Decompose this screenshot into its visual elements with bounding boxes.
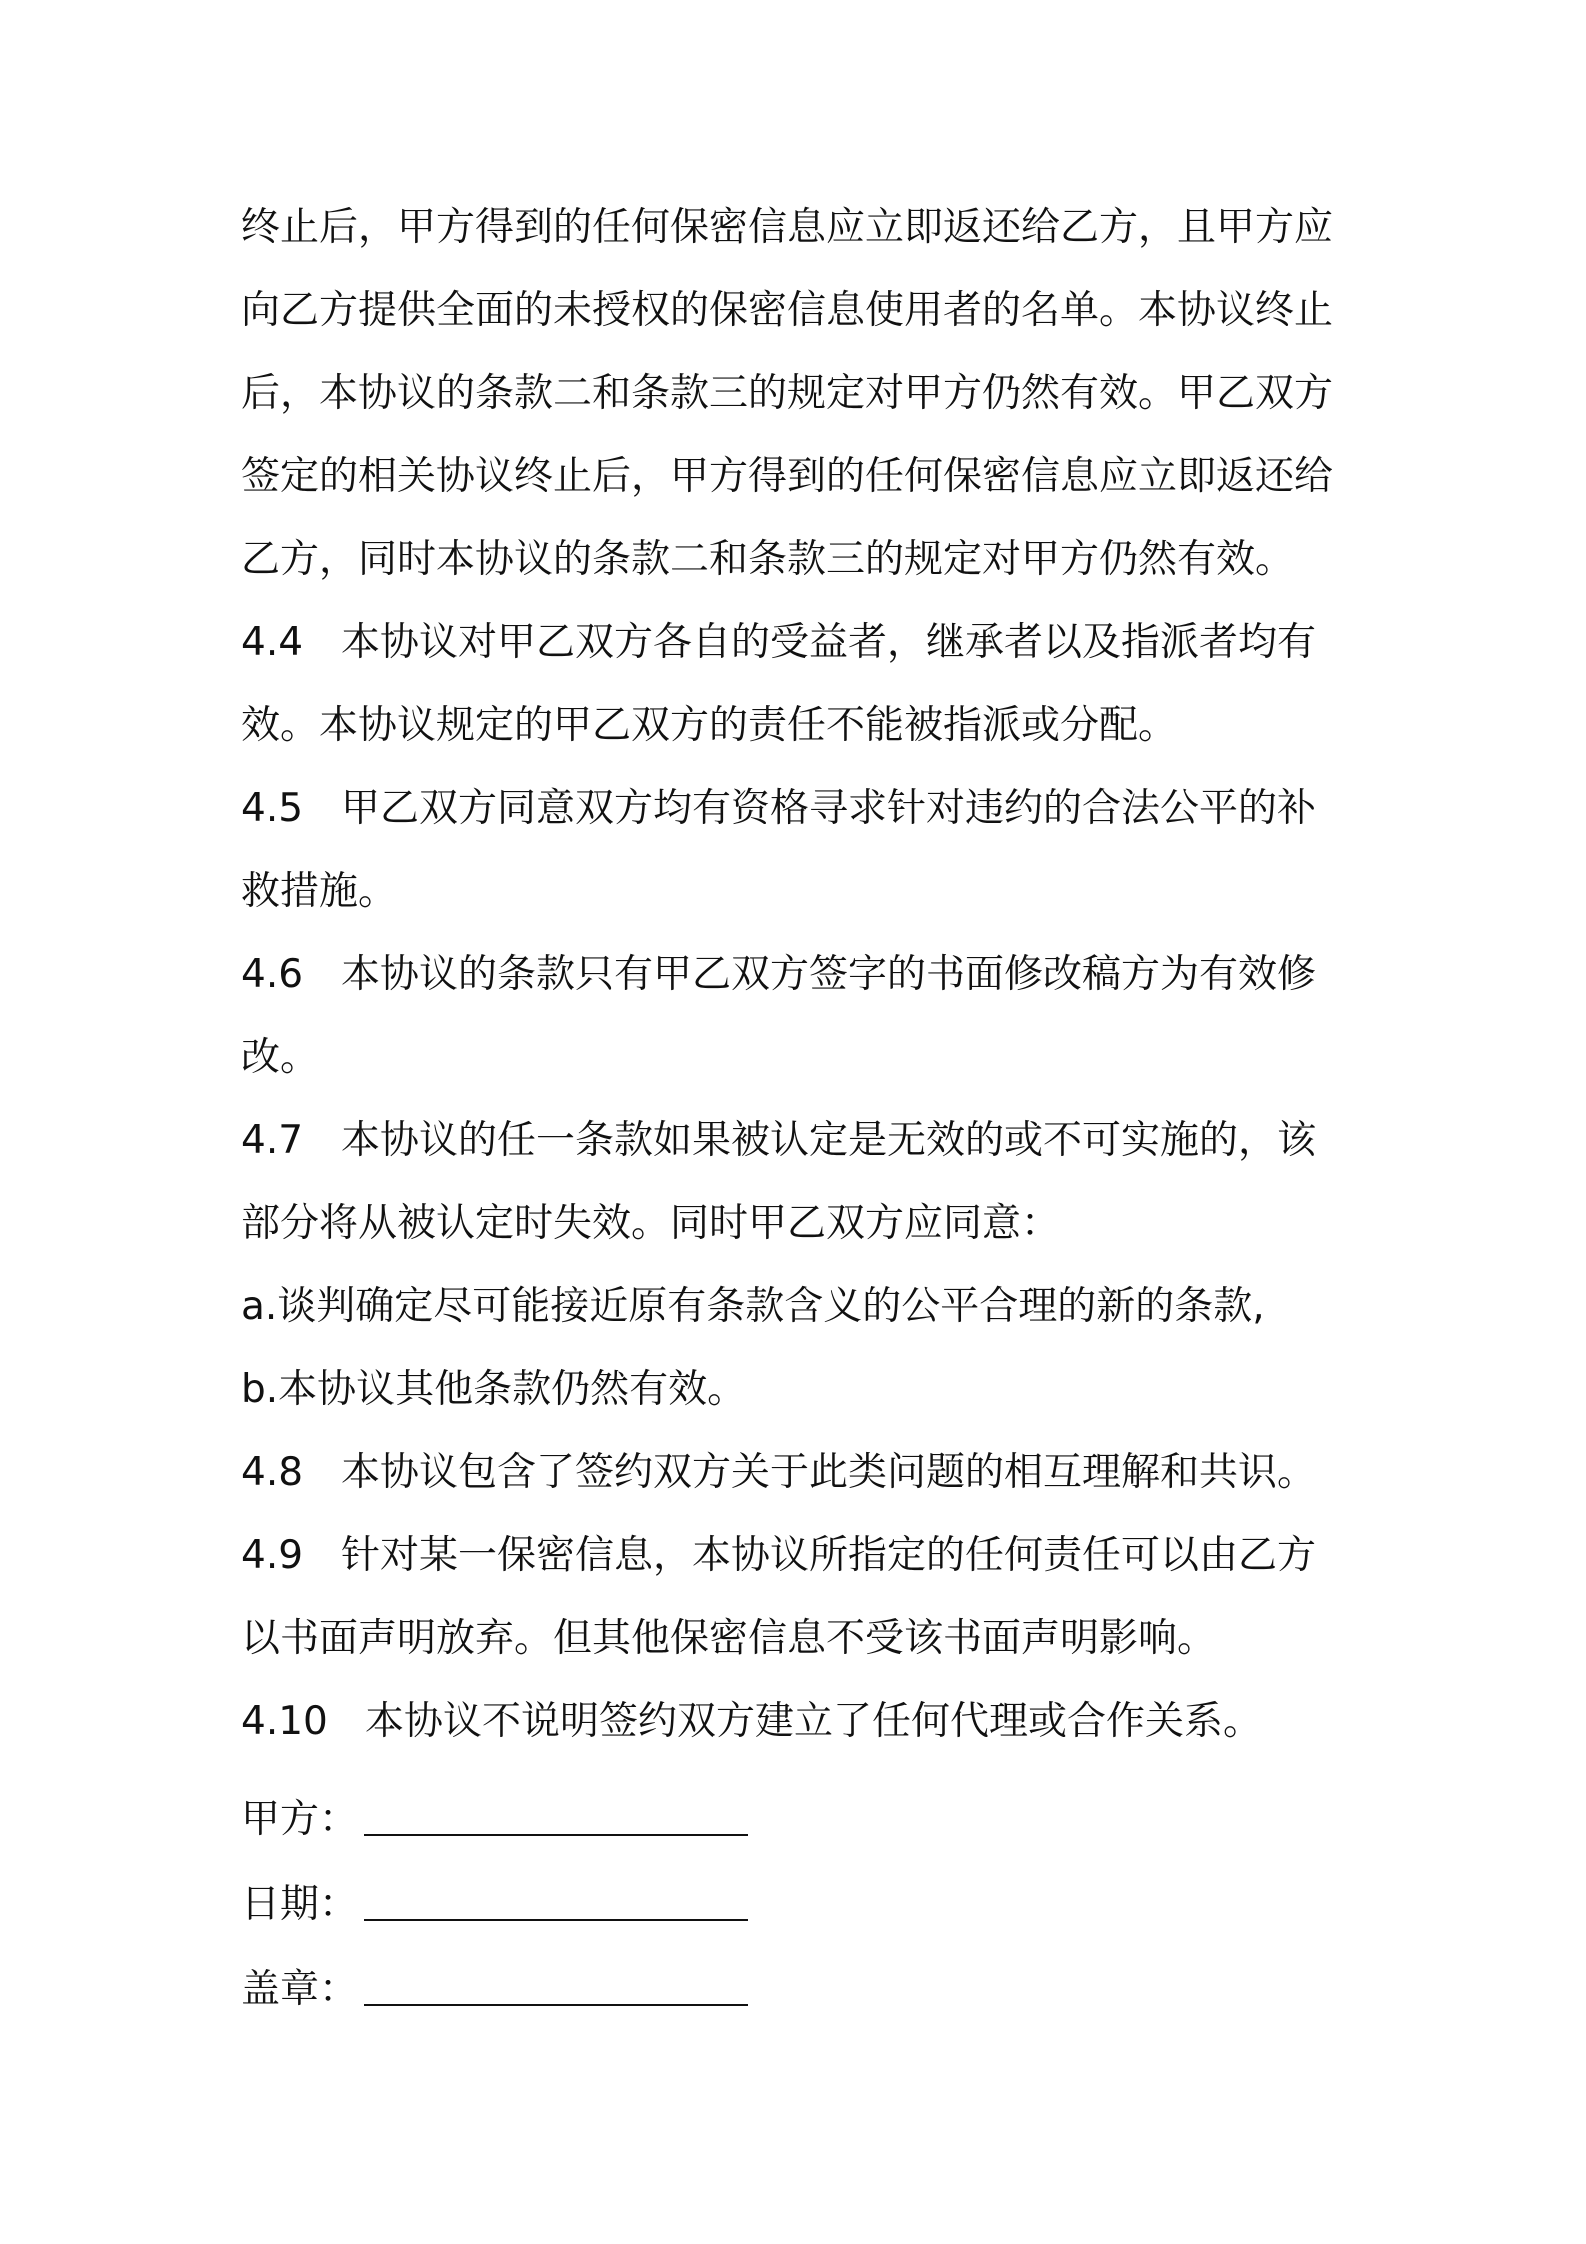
clause-text: 本协议对甲乙双方各自的受益者，继承者以及指派者均有: [341, 620, 1317, 665]
seal-blank-line: [364, 1966, 748, 2006]
clause-4-5: [241, 779, 1316, 839]
clause-4-7: [241, 1111, 1316, 1171]
clause-text: 本协议的条款只有甲乙双方签字的书面修改稿方为有效修: [341, 952, 1317, 997]
clause-4-4: [241, 613, 1316, 673]
clause-text: 甲乙双方同意双方均有资格寻求针对违约的合法公平的补: [341, 786, 1317, 831]
date-label: 日期：: [241, 1882, 359, 1927]
paragraph-line: 救措施。: [241, 869, 398, 914]
clause-text: 针对某一保密信息，本协议所指定的任何责任可以由乙方: [341, 1533, 1317, 1578]
paragraph-line: 后，本协议的条款二和条款三的规定对甲方仍然有效。甲乙双方: [241, 371, 1334, 416]
paragraph-line: 改。: [241, 1035, 320, 1080]
signature-seal-field: [241, 1960, 748, 2020]
clause-text: 本协议的任一条款如果被认定是无效的或不可实施的，该: [341, 1118, 1317, 1163]
paragraph-line: 签定的相关协议终止后，甲方得到的任何保密信息应立即返还给: [241, 454, 1334, 499]
signature-date-field: [241, 1875, 748, 1935]
list-item-b: b.本协议其他条款仍然有效。: [241, 1367, 747, 1412]
party-label: 甲方：: [241, 1797, 359, 1842]
party-blank-line: [364, 1796, 748, 1836]
clause-text: 本协议不说明签约双方建立了任何代理或合作关系。: [365, 1699, 1263, 1744]
paragraph-line: 效。本协议规定的甲乙双方的责任不能被指派或分配。: [241, 703, 1178, 748]
paragraph-line: 终止后，甲方得到的任何保密信息应立即返还给乙方，且甲方应: [241, 205, 1334, 250]
paragraph-line: 以书面声明放弃。但其他保密信息不受该书面声明影响。: [241, 1616, 1217, 1661]
paragraph-line: 乙方，同时本协议的条款二和条款三的规定对甲方仍然有效。: [241, 537, 1295, 582]
clause-number: 4.4: [241, 620, 304, 665]
paragraph-line: 向乙方提供全面的未授权的保密信息使用者的名单。本协议终止: [241, 288, 1334, 333]
clause-number: 4.10: [241, 1699, 328, 1744]
date-blank-line: [364, 1881, 748, 1921]
seal-label: 盖章：: [241, 1967, 359, 2012]
clause-number: 4.5: [241, 786, 304, 831]
list-item-a: a.谈判确定尽可能接近原有条款含义的公平合理的新的条款,: [241, 1284, 1265, 1329]
clause-4-10: [241, 1692, 1262, 1752]
clause-4-9: [241, 1526, 1316, 1586]
clause-4-8: [241, 1443, 1316, 1503]
clause-number: 4.7: [241, 1118, 304, 1163]
paragraph-line: 部分将从被认定时失效。同时甲乙双方应同意：: [241, 1201, 1061, 1246]
clause-number: 4.9: [241, 1533, 304, 1578]
clause-4-6: [241, 945, 1316, 1005]
clause-text: 本协议包含了签约双方关于此类问题的相互理解和共识。: [341, 1450, 1317, 1495]
clause-number: 4.6: [241, 952, 304, 997]
clause-number: 4.8: [241, 1450, 304, 1495]
signature-party-field: [241, 1790, 748, 1850]
